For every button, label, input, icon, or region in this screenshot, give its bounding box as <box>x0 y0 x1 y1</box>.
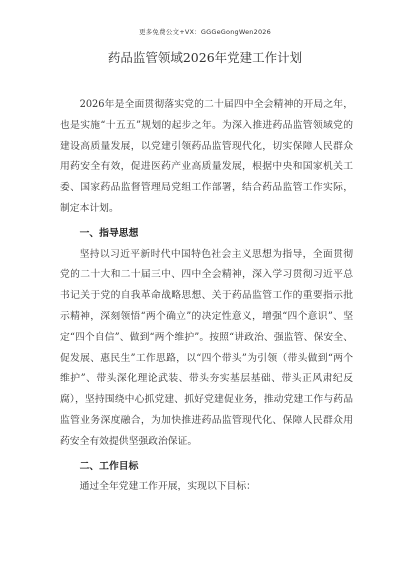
promo-note: 更多免费公文+VX：GGGeGongWen2026 <box>139 28 271 36</box>
work-goals-paragraph: 通过全年党建工作开展，实现以下目标： <box>79 481 256 493</box>
section-heading-guiding-ideology: 一、指导思想 <box>79 227 139 239</box>
intro-paragraph: 2026年是全面贯彻落实党的二十届四中全会精神的开局之年，也是实施“十五五”规划的起步之年。为深入推进药品监管领域党的建设高质量发展，以党建引领药品监管现代化，切实保障人民群众用药安全有效，促进医药产业高质量发展，根据中央和国家机关工委、国家药品监督管理局党组工作部署，结合药品监管工作实际，制定本计划。 <box>60 99 353 214</box>
document-title: 药品监管领域2026年党建工作计划 <box>107 50 303 65</box>
document-body <box>60 95 353 498</box>
guiding-ideology-paragraph: 坚持以习近平新时代中国特色社会主义思想为指导，全面贯彻党的二十大和二十届三中、四中全会精神，深入学习贯彻习近平总书记关于党的自我革命战略思想、关于药品监管工作的重要指示批示精神，深刻领悟“两个确立”的决定性意义，增强“四个意识”、坚定“四个自信”、做到“两个维护”。按照“讲政治、强监管、保安全、促发展、惠民生”工作思路，以“四个带头”为引领（带头做到“两个维护”、带头深化理论武装、带头夯实基层基础、带头正风肃纪反腐），坚持围绕中心抓党建、抓好党建促业务，推动党建工作与药品监管业务深度融合，为加快推进药品监管现代化、保障人民群众用药安全有效提供坚强政治保证。 <box>60 248 353 447</box>
section-heading-work-goals: 二、工作目标 <box>79 460 139 472</box>
